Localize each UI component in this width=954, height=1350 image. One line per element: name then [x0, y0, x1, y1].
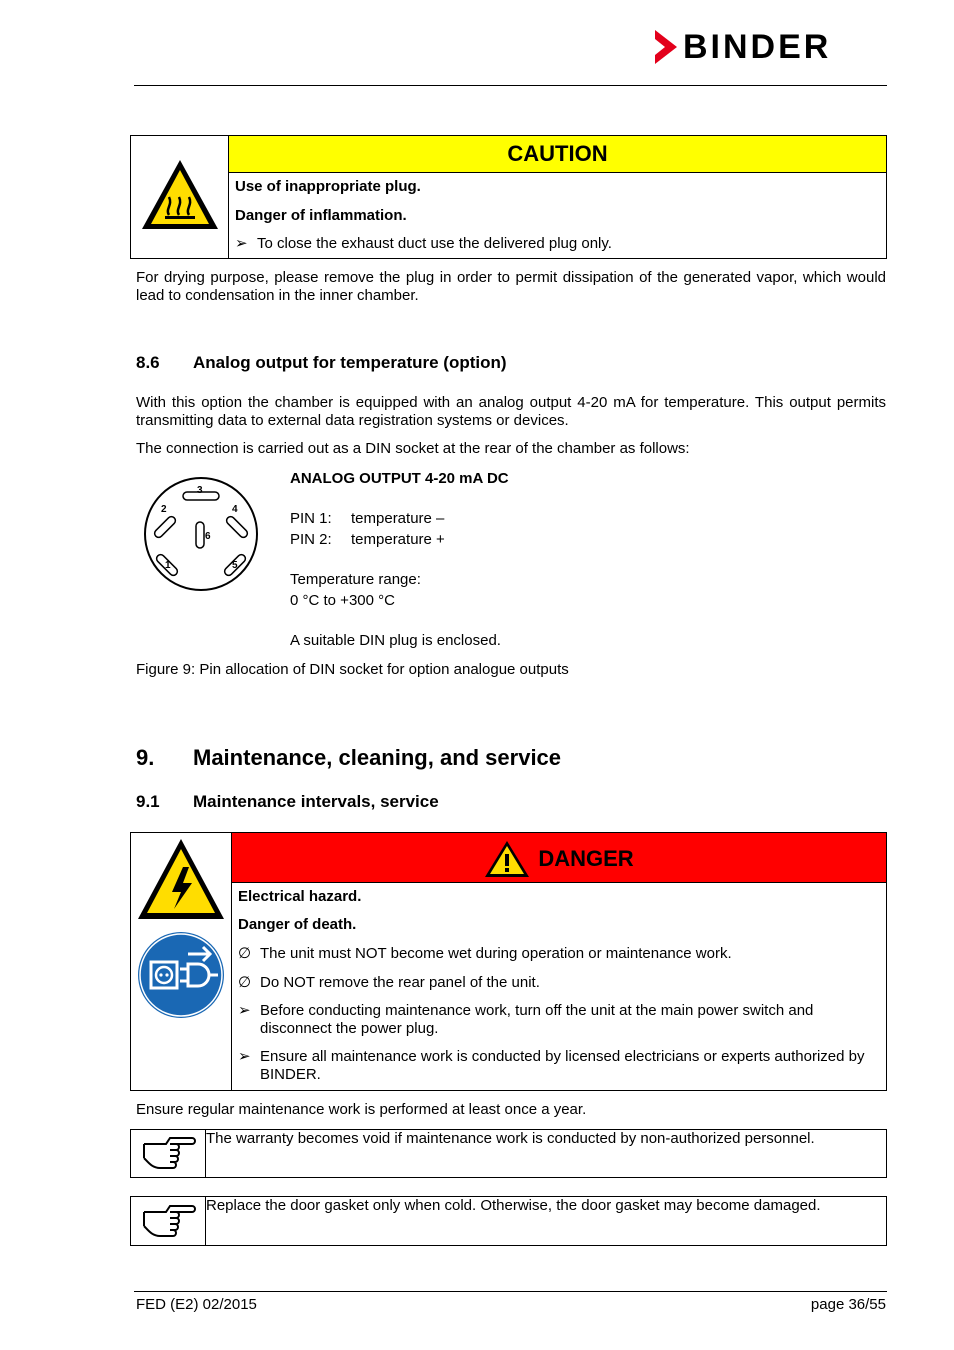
section-9-title: Maintenance, cleaning, and service — [193, 745, 562, 770]
caution-bullet-text: To close the exhaust duct use the delivered plug only. — [257, 235, 612, 252]
pin-1-value: temperature – — [351, 510, 445, 527]
section-8-6-para-2: The connection is carried out as a DIN socket at the rear of the chamber as follows: — [136, 440, 690, 457]
note-box-gasket — [130, 1196, 887, 1246]
brand-name: BINDER — [683, 28, 832, 66]
section-9-1-title: Maintenance intervals, service — [193, 792, 439, 811]
danger-item-4 — [232, 1048, 886, 1084]
danger-item-2 — [232, 974, 886, 992]
note-gasket-text: Replace the door gasket only when cold. Otherwise, the door gasket may become damaged. — [206, 1197, 887, 1246]
footer-page-number: page 36/55 — [810, 1296, 886, 1313]
danger-item-4-text: Ensure all maintenance work is conducted by licensed electricians or experts authorized by BINDER. — [260, 1048, 865, 1083]
bullet-arrow-icon: ➢ — [238, 1048, 251, 1065]
danger-item-1 — [232, 945, 886, 963]
pin-5-label: 5 — [232, 560, 238, 571]
disconnect-plug-icon — [136, 930, 226, 1020]
danger-title: DANGER — [538, 846, 634, 872]
prohibition-icon: ∅ — [238, 945, 252, 962]
caution-bullet — [229, 235, 886, 253]
pin-3-label: 3 — [197, 485, 203, 496]
maintenance-paragraph: Ensure regular maintenance work is performed at least once a year. — [136, 1101, 587, 1118]
din-socket-diagram — [142, 475, 260, 593]
figure-9-caption: Figure 9: Pin allocation of DIN socket for option analogue outputs — [136, 661, 569, 678]
caution-content — [229, 173, 887, 259]
pin-2-value: temperature + — [351, 531, 445, 548]
bullet-arrow-icon: ➢ — [235, 235, 248, 252]
electrical-hazard-icon — [136, 837, 226, 921]
din-plug-note: A suitable DIN plug is enclosed. — [290, 632, 501, 649]
prohibition-icon: ∅ — [238, 974, 252, 991]
temperature-range-value: 0 °C to +300 °C — [290, 592, 395, 609]
logo-mark-icon — [655, 30, 677, 64]
pointing-hand-icon — [140, 1200, 196, 1238]
section-9-1-number: 9.1 — [136, 792, 160, 811]
danger-content — [232, 883, 887, 1091]
danger-line-2: Danger of death. — [238, 916, 357, 933]
caution-icon-cell — [131, 136, 229, 259]
pin-1-label-text: PIN 1: — [290, 510, 332, 527]
temperature-range-label: Temperature range: — [290, 571, 421, 588]
note-icon-cell — [131, 1197, 206, 1246]
footer-document-id: FED (E2) 02/2015 — [136, 1296, 257, 1313]
danger-item-2-text: Do NOT remove the rear panel of the unit. — [260, 974, 540, 991]
footer-divider — [134, 1291, 887, 1292]
danger-item-3 — [232, 1002, 886, 1038]
pointing-hand-icon — [140, 1132, 196, 1170]
caution-line-1: Use of inappropriate plug. — [235, 178, 421, 195]
danger-line-1: Electrical hazard. — [238, 888, 362, 905]
note-box-warranty — [130, 1129, 887, 1178]
section-8-6-title: Analog output for temperature (option) — [193, 353, 507, 372]
binder-logo — [655, 28, 887, 64]
analog-output-heading: ANALOG OUTPUT 4-20 mA DC — [290, 470, 509, 487]
bullet-arrow-icon: ➢ — [238, 1002, 251, 1019]
danger-item-1-text: The unit must NOT become wet during operation or maintenance work. — [260, 945, 732, 962]
pin-6-label: 6 — [205, 531, 211, 542]
section-9-number: 9. — [136, 745, 155, 770]
pin-1-label: 1 — [165, 560, 171, 571]
danger-icon-cell — [131, 833, 232, 1091]
note-icon-cell — [131, 1130, 206, 1178]
danger-item-3-text: Before conducting maintenance work, turn off the unit at the main power switch and disconnect the power plug. — [260, 1002, 814, 1037]
pin-4-label: 4 — [232, 504, 238, 515]
exclamation-warning-icon — [484, 840, 530, 878]
hot-surface-warning-icon — [139, 157, 221, 233]
caution-title: CAUTION — [229, 136, 887, 173]
note-warranty-text: The warranty becomes void if maintenance work is conducted by non-authorized personnel. — [206, 1130, 887, 1178]
pin-2-label: 2 — [161, 504, 167, 515]
danger-header — [232, 833, 887, 883]
section-8-6-number: 8.6 — [136, 353, 160, 372]
drying-paragraph: For drying purpose, please remove the plug in order to permit dissipation of the generated vapor, which would lead to condensation in the inner chamber. — [136, 269, 886, 304]
caution-line-2: Danger of inflammation. — [235, 207, 407, 224]
header-divider — [134, 85, 887, 86]
danger-box — [130, 832, 887, 1091]
section-8-6-para-1: With this option the chamber is equipped with an analog output 4-20 mA for temperature. This output permits transmitting data to external data registration systems or devices. — [136, 394, 886, 429]
pin-2-label-text: PIN 2: — [290, 531, 332, 548]
caution-box — [130, 135, 887, 259]
